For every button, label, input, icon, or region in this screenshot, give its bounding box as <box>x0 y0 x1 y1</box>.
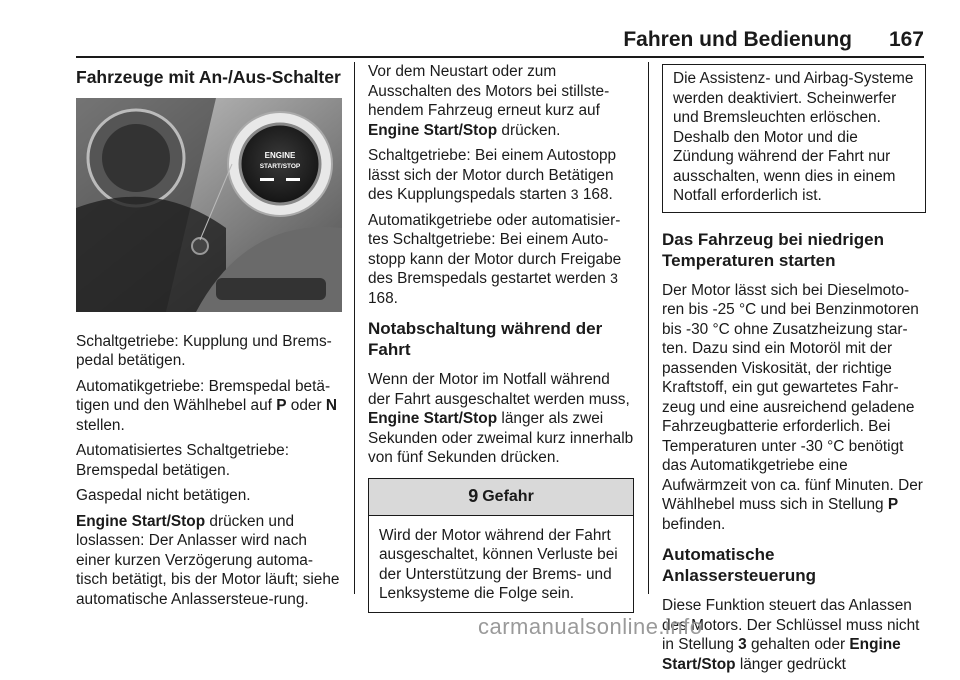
column-2 <box>368 62 634 613</box>
section-heading: Automatische Anlassersteuerung <box>662 545 816 585</box>
section-heading: Das Fahrzeug bei niedrigen Temperaturen starten <box>662 229 884 270</box>
start-stop-label: START/STOP <box>259 163 301 170</box>
paragraph: Engine Start/Stop drücken und loslassen: Der Anlasser wird nach einer kurzen Verzögerung automa-tisch betätigt, bis der Motor läuft; siehe automatische Anlassersteue-rung. <box>76 512 340 608</box>
paragraph: Schaltgetriebe: Kupplung und Brems-pedal betätigen. <box>76 332 332 369</box>
danger-box <box>368 478 634 613</box>
paragraph: Automatikgetriebe oder automatisier-tes Schaltgetriebe: Bei einem Auto-stopp kann der Motor durch Freigabe des Bremspedals gestartet werden 3 168. <box>368 211 622 307</box>
column-divider <box>354 62 355 594</box>
engine-label: ENGINE <box>264 151 296 160</box>
header-rule <box>76 56 924 58</box>
page-ref-icon: 3 <box>570 186 579 202</box>
section-title: Fahren und Bedienung <box>623 28 852 51</box>
paragraph: Der Motor lässt sich bei Dieselmoto-ren bis -25 °C und bei Benzinmotoren bis -30 °C ohne Zusatzheizung star-ten. Dazu sind ein Motoröl mit der passenden Viskosität, der richtige Kraftstoff, ein gut gewartetes Fahr-zeug und eine ausreichend geladene Fahrzeugbatterie erforderlich. Bei Temperaturen unter -30 °C benötigt das Automatikgetriebe eine Aufwärmzeit von ca. fünf Minuten. Der Wählhebel muss sich in Stellung P befinden. <box>662 281 923 533</box>
danger-text: Wird der Motor während der Fahrt ausgeschaltet, können Verluste bei der Unterstützung der Brems- und Lenksysteme die Folge sein. <box>379 526 618 602</box>
paragraph: Diese Funktion steuert das Anlassen des Motors. Der Schlüssel muss nicht in Stellung 3 gehalten oder Engine Start/Stop länger gedrückt <box>662 597 920 673</box>
paragraph: Schaltgetriebe: Bei einem Autostopp lässt sich der Motor durch Betätigen des Kupplungspedals starten 3 168. <box>368 147 617 203</box>
danger-title: Gefahr <box>482 487 534 505</box>
page-number: 167 <box>888 28 924 51</box>
danger-header <box>369 479 633 516</box>
paragraph: Automatikgetriebe: Bremspedal betä-tigen und den Wählhebel auf P oder N stellen. <box>76 377 337 434</box>
paragraph: Vor dem Neustart oder zum Ausschalten des Motors bei stillste-hendem Fahrzeug erneut kurz auf Engine Start/Stop drücken. <box>368 63 610 139</box>
column-3 <box>662 62 926 680</box>
column-1 <box>76 62 342 615</box>
section-heading: Notabschaltung während der Fahrt <box>368 319 603 359</box>
engine-start-stop-photo <box>76 98 342 312</box>
warning-continuation-box: Die Assistenz- und Airbag-Systeme werden deaktiviert. Scheinwerfer und Bremsleuchten erlöschen. Deshalb den Motor und die Zündung während der Fahrt nur ausschalten, wenn dies in einem Notfall erforderlich ist. <box>662 64 926 213</box>
page-header <box>0 0 960 58</box>
section-heading: Fahrzeuge mit An-/Aus-Schalter <box>76 67 341 87</box>
paragraph: Wenn der Motor im Notfall während der Fahrt ausgeschaltet werden muss, Engine Start/Stop länger als zwei Sekunden oder zweimal kurz innerhalb von fünf Sekunden drücken. <box>368 371 634 466</box>
paragraph: Gaspedal nicht betätigen. <box>76 487 251 504</box>
warning-icon: 9 <box>468 485 479 506</box>
watermark: carmanualsonline.info <box>478 614 703 639</box>
page-ref-icon: 3 <box>610 270 618 286</box>
paragraph: Automatisiertes Schaltgetriebe: Bremspedal betätigen. <box>76 442 290 479</box>
column-divider <box>648 62 649 594</box>
